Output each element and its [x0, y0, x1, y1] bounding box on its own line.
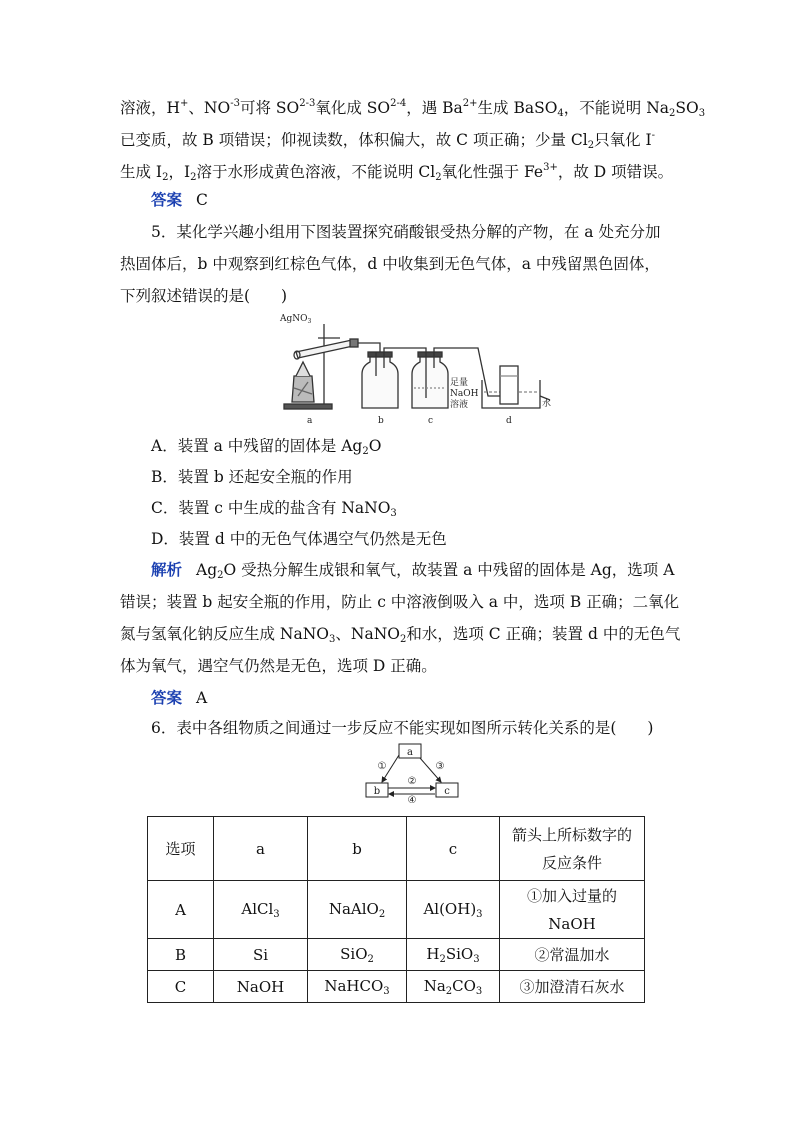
- analysis-label: 解析: [151, 560, 183, 579]
- answer-value: C: [196, 191, 208, 209]
- agno3-label: AgNO$_3$: [280, 314, 312, 325]
- prev-answer: [151, 188, 208, 212]
- q5-analysis-2: 错误；装置 b 起安全瓶的作用，防止 c 中溶液倒吸入 a 中，选项 B 正确；二氧化: [120, 593, 680, 611]
- header-condition: 箭头上所标数字的 反应条件: [500, 817, 645, 881]
- q5-answer: [151, 686, 207, 710]
- svg-text:①: ①: [377, 761, 387, 772]
- q5-option-d: D．装置 d 中的无色气体遇空气仍然是无色: [151, 530, 447, 548]
- svg-text:c: c: [428, 416, 434, 426]
- svg-text:d: d: [506, 416, 512, 426]
- table-header-row: 选项 a b c 箭头上所标数字的 反应条件: [148, 817, 645, 881]
- answer-value: A: [196, 689, 208, 707]
- options-table: [147, 816, 645, 1003]
- transformation-diagram: [360, 741, 464, 803]
- svg-text:足量: 足量: [450, 378, 469, 388]
- q5-option-c: C．装置 c 中生成的盐含有 NaNO$_3$: [151, 499, 397, 519]
- q5-analysis-1: 解析 $Ag_2O$ 受热分解生成银和氧气，故装置 a 中残留的固体是 Ag，选项 A: [151, 560, 675, 581]
- prev-line-2: 已变质，故 B 项错误；仰视读数，体积偏大，故 C 项正确；少量 $Cl_2$只氧化 I-: [120, 130, 656, 151]
- q5-stem-1: 5．某化学兴趣小组用下图装置探究硝酸银受热分解的产物，在 a 处充分加: [151, 223, 661, 241]
- svg-text:a: a: [307, 416, 313, 426]
- svg-text:c: c: [444, 786, 450, 797]
- prev-line-3: 生成 $I_2$，$I_2$溶于水形成黄色溶液，不能说明 $Cl_2$氧化性强于 $Fe^{3+}$，故 D 项错误。: [120, 162, 674, 183]
- q5-option-b: B．装置 b 还起安全瓶的作用: [151, 468, 353, 486]
- svg-text:b: b: [373, 786, 381, 797]
- table-row: A AlCl$_3$ NaAlO$_2$ $Al(OH)_3$ ①加入过量的 NaOH: [148, 881, 645, 939]
- q5-stem-2: 热固体后，b 中观察到红棕色气体，d 中收集到无色气体，a 中残留黑色固体，: [120, 255, 660, 273]
- svg-text:水: 水: [542, 399, 552, 409]
- table-row: B Si SiO$_2$ $H_2SiO_3$ ②常温加水: [148, 939, 645, 971]
- q5-stem-3: 下列叙述错误的是( ): [120, 287, 288, 305]
- table-row: C NaOH NaHCO$_3$ $Na_2CO_3$ ③加澄清石灰水: [148, 971, 645, 1003]
- svg-text:④: ④: [407, 795, 417, 803]
- prev-line-1: 溶液，H+、$NO^{-3}$可将 SO$^{2-3}$氧化成 SO$^{2-4}$，遇 $Ba^{2+}$生成 BaSO$_4$，不能说明 $Na_2SO_3$: [120, 98, 706, 119]
- svg-text:b: b: [378, 416, 384, 426]
- svg-text:②: ②: [407, 776, 417, 787]
- svg-text:NaOH: NaOH: [450, 389, 479, 399]
- q6-stem: 6．表中各组物质之间通过一步反应不能实现如图所示转化关系的是( ): [151, 719, 654, 737]
- svg-text:溶液: 溶液: [450, 400, 469, 410]
- svg-text:③: ③: [435, 761, 445, 772]
- apparatus-figure: [278, 310, 558, 428]
- svg-text:a: a: [407, 747, 413, 758]
- q5-analysis-3: 氮与氢氧化钠反应生成 NaNO$_3$、NaNO$_2$和水，选项 C 正确；装置 d 中的无色气: [120, 625, 681, 645]
- q5-analysis-4: 体为氧气，遇空气仍然是无色，选项 D 正确。: [120, 657, 437, 675]
- q5-option-a: A．装置 a 中残留的固体是 $Ag_2O$: [151, 437, 382, 457]
- answer-label: 答案: [151, 688, 183, 707]
- answer-label: 答案: [151, 190, 183, 209]
